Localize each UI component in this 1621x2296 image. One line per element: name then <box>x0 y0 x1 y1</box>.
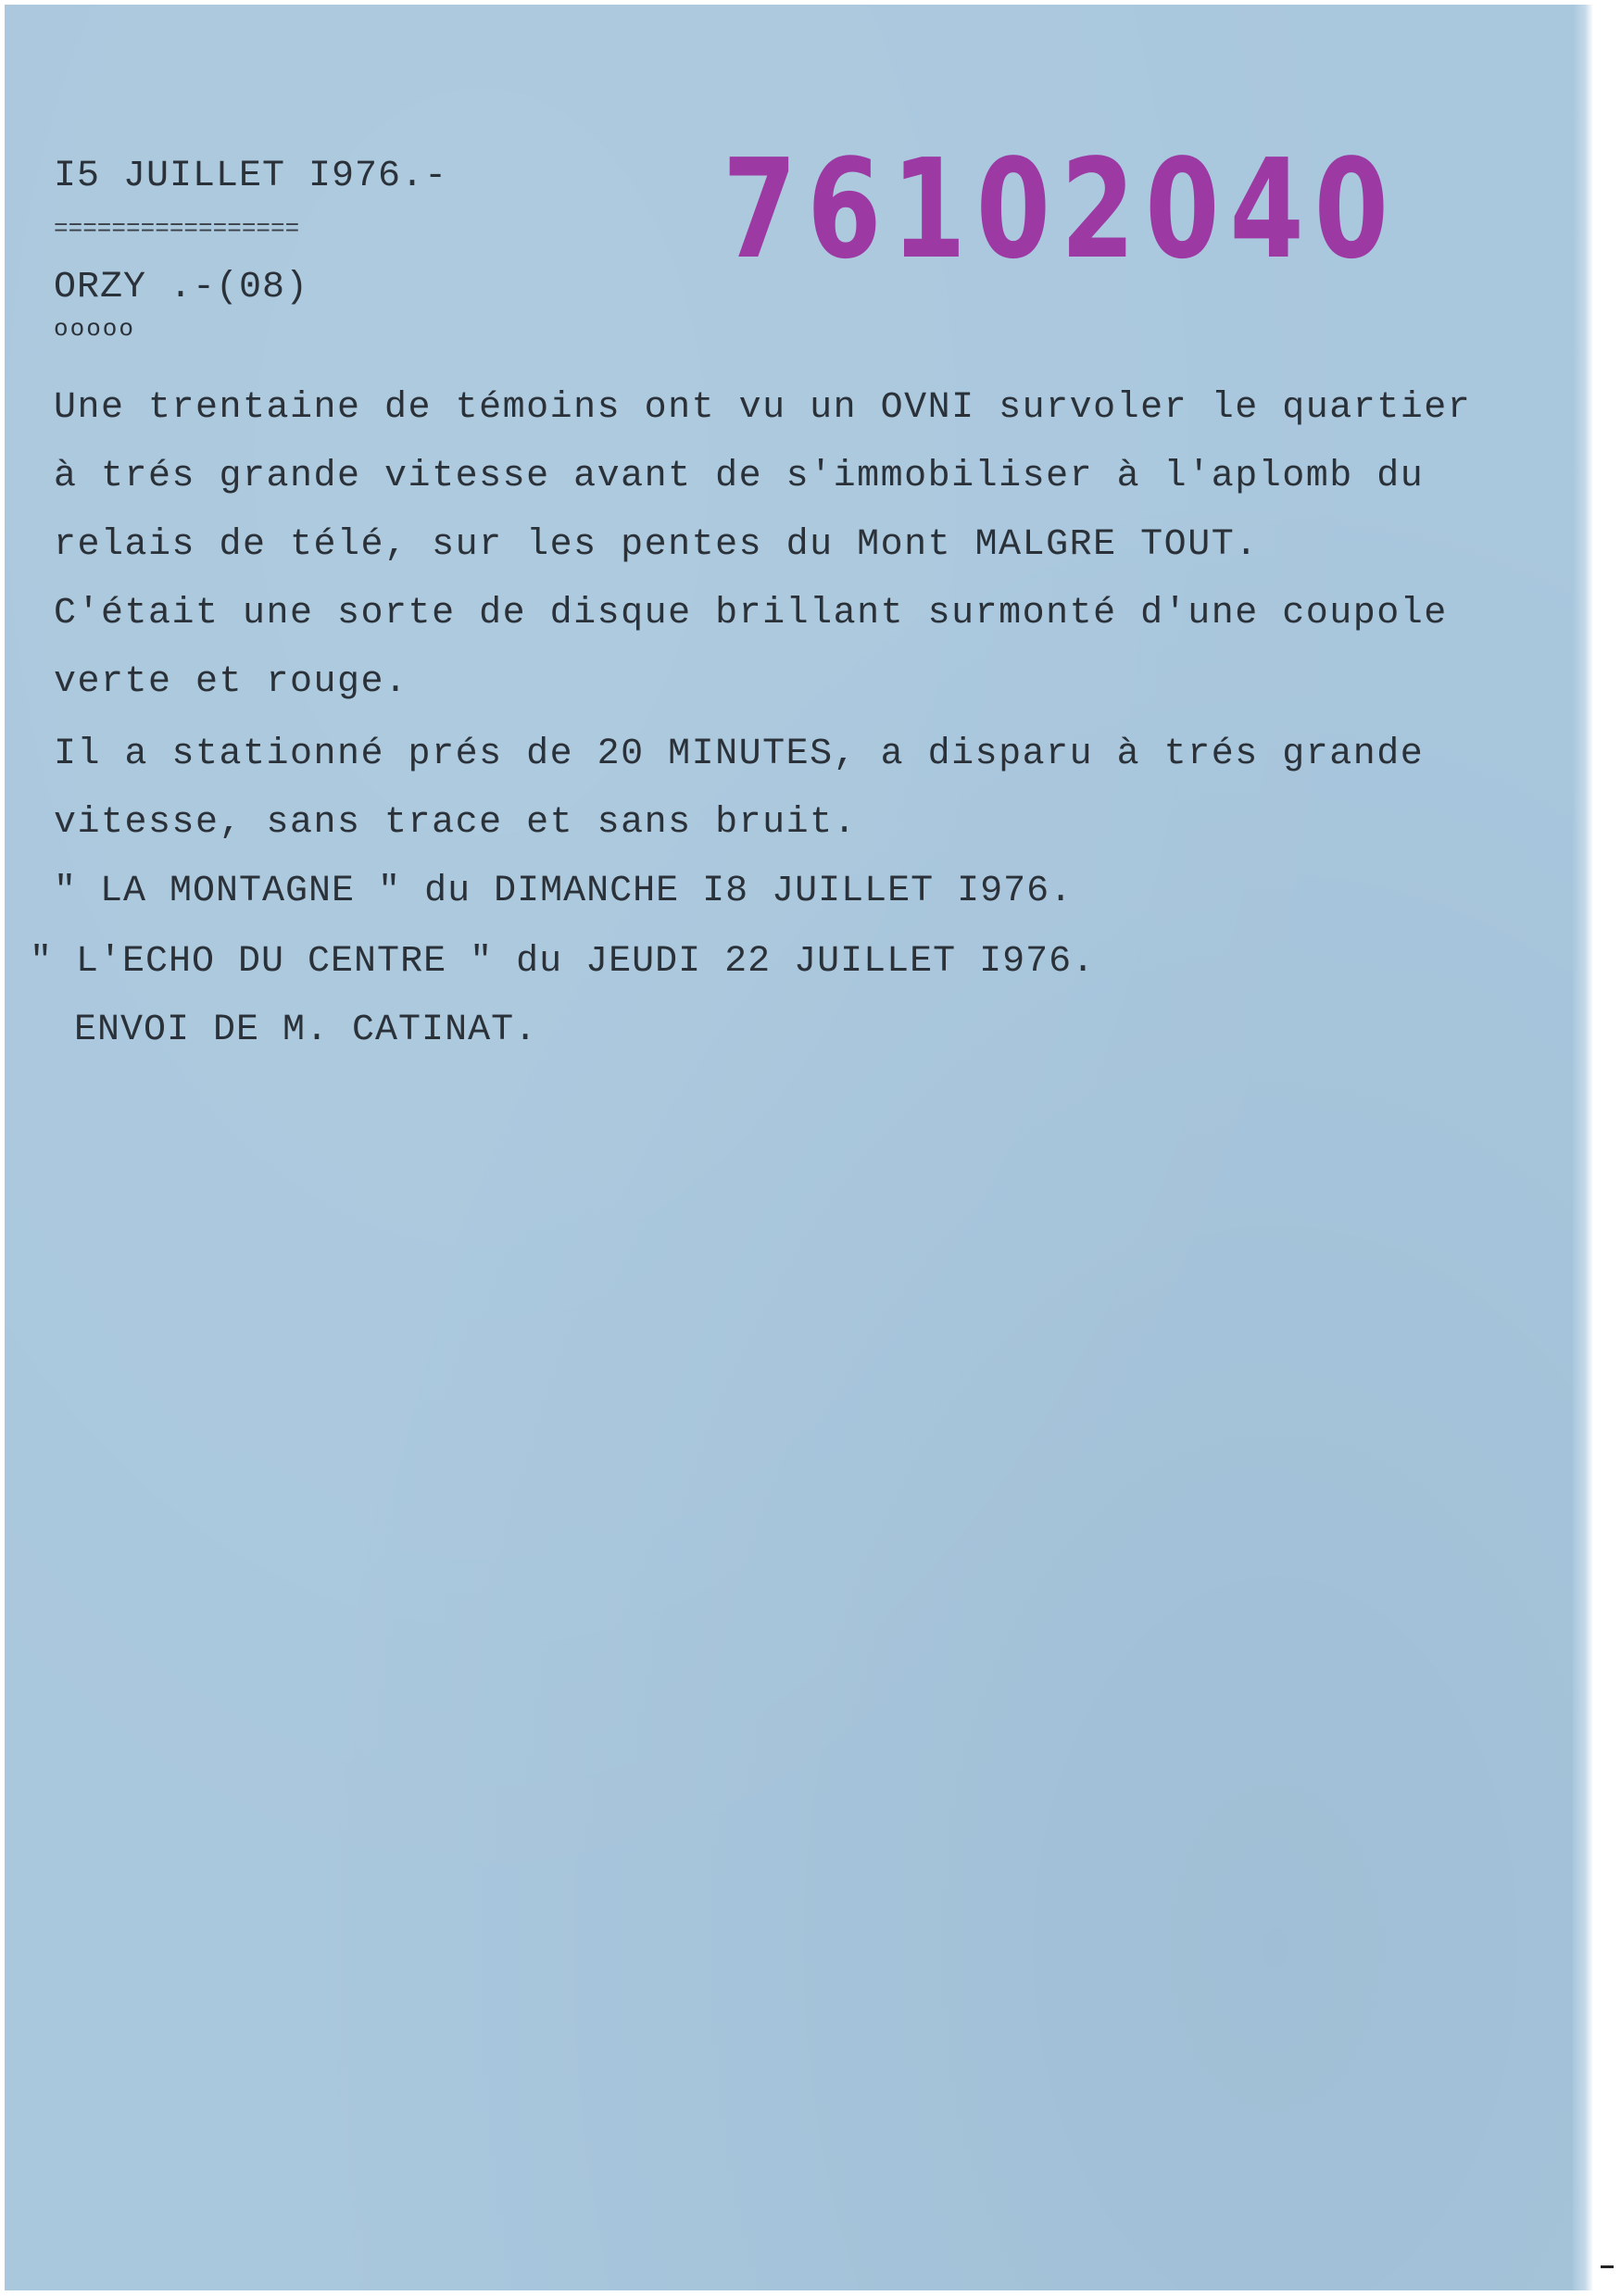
body-line-4: C'était une sorte de disque brillant surmonté d'une coupole <box>54 593 1448 634</box>
paper-edge <box>1573 5 1593 2290</box>
body-line-2: à trés grande vitesse avant de s'immobiliser à l'aplomb du <box>54 456 1425 497</box>
blue-paper-sheet <box>5 5 1593 2290</box>
separator-circles: ooooo <box>54 315 136 343</box>
scan-corner-mark <box>1601 2265 1614 2268</box>
body-line-1: Une trentaine de témoins ont vu un OVNI survoler le quartier <box>54 387 1472 429</box>
body-line-7: vitesse, sans trace et sans bruit. <box>54 802 858 844</box>
sender-note: ENVOI DE M. CATINAT. <box>74 1010 538 1051</box>
case-number-stamp: 76102040 <box>723 130 1399 289</box>
body-line-6: Il a stationné prés de 20 MINUTES, a disparu à trés grande <box>54 734 1425 775</box>
date-underline: ================= <box>54 215 300 243</box>
body-line-3: relais de télé, sur les pentes du Mont MALGRE TOUT. <box>54 524 1259 566</box>
body-line-5: verte et rouge. <box>54 661 408 703</box>
source-la-montagne: " LA MONTAGNE " du DIMANCHE I8 JUILLET I976. <box>54 871 1074 912</box>
report-location: ORZY .-(08) <box>54 267 309 308</box>
report-date: I5 JUILLET I976.- <box>54 156 448 197</box>
source-echo-du-centre: " L'ECHO DU CENTRE " du JEUDI 22 JUILLET I976. <box>30 941 1096 983</box>
